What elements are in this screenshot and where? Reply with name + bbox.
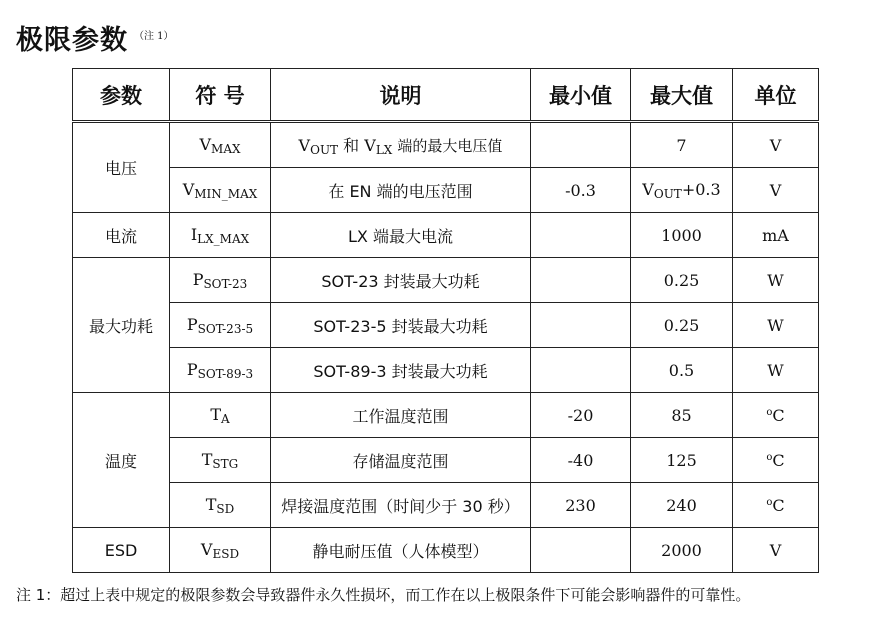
unit-cell: $^o$C bbox=[733, 483, 819, 528]
section-title bbox=[16, 18, 174, 57]
symbol-cell: $T_{STG}$ bbox=[170, 438, 271, 483]
table-header-row bbox=[73, 69, 819, 122]
header-min: 最小值 bbox=[531, 69, 631, 122]
header-param: 参数 bbox=[73, 69, 170, 122]
max-cell: 7 bbox=[631, 122, 733, 168]
unit-cell: W bbox=[733, 303, 819, 348]
param-cell: 电压 bbox=[73, 122, 170, 213]
min-cell bbox=[531, 528, 631, 573]
max-cell: 125 bbox=[631, 438, 733, 483]
description-cell: 焊接温度范围（时间少于 30 秒） bbox=[271, 483, 531, 528]
table-row bbox=[73, 122, 819, 168]
unit-cell: $^o$C bbox=[733, 393, 819, 438]
symbol-cell: $V_{ESD}$ bbox=[170, 528, 271, 573]
table-row bbox=[73, 528, 819, 573]
description-cell: SOT-23 封装最大功耗 bbox=[271, 258, 531, 303]
table-row bbox=[73, 168, 819, 213]
param-cell: 温度 bbox=[73, 393, 170, 528]
title-note: （注 1） bbox=[134, 31, 174, 42]
description-cell: SOT-23-5 封装最大功耗 bbox=[271, 303, 531, 348]
symbol-cell: $P_{SOT-23-5}$ bbox=[170, 303, 271, 348]
table-row bbox=[73, 483, 819, 528]
unit-cell: V bbox=[733, 122, 819, 168]
header-description: 说明 bbox=[271, 69, 531, 122]
description-cell: 存储温度范围 bbox=[271, 438, 531, 483]
description-cell: 在 EN 端的电压范围 bbox=[271, 168, 531, 213]
symbol-cell: $P_{SOT-23}$ bbox=[170, 258, 271, 303]
max-cell: 0.25 bbox=[631, 303, 733, 348]
param-cell: ESD bbox=[73, 528, 170, 573]
unit-cell: V bbox=[733, 528, 819, 573]
unit-cell: V bbox=[733, 168, 819, 213]
max-cell: $V_{OUT}+0.3$ bbox=[631, 168, 733, 213]
table-row bbox=[73, 393, 819, 438]
absolute-max-ratings-table bbox=[72, 68, 819, 573]
description-cell: $V_{OUT}$ 和 $V_{LX}$ 端的最大电压值 bbox=[271, 122, 531, 168]
min-cell bbox=[531, 122, 631, 168]
title-text: 极限参数 bbox=[16, 25, 128, 56]
min-cell bbox=[531, 348, 631, 393]
description-cell: LX 端最大电流 bbox=[271, 213, 531, 258]
unit-cell: W bbox=[733, 348, 819, 393]
header-max: 最大值 bbox=[631, 69, 733, 122]
param-cell: 电流 bbox=[73, 213, 170, 258]
footnote: 注 1：超过上表中规定的极限参数会导致器件永久性损坏，而工作在以上极限条件下可能会影响器件的可靠性。 bbox=[16, 586, 751, 604]
description-cell: 静电耐压值（人体模型） bbox=[271, 528, 531, 573]
min-cell bbox=[531, 213, 631, 258]
unit-cell: $^o$C bbox=[733, 438, 819, 483]
min-cell: -20 bbox=[531, 393, 631, 438]
table-row bbox=[73, 213, 819, 258]
symbol-cell: $T_{SD}$ bbox=[170, 483, 271, 528]
min-cell: -40 bbox=[531, 438, 631, 483]
unit-cell: W bbox=[733, 258, 819, 303]
symbol-cell: $P_{SOT-89-3}$ bbox=[170, 348, 271, 393]
table-row bbox=[73, 438, 819, 483]
max-cell: 0.25 bbox=[631, 258, 733, 303]
max-cell: 1000 bbox=[631, 213, 733, 258]
symbol-cell: $V_{MAX}$ bbox=[170, 122, 271, 168]
table-row bbox=[73, 258, 819, 303]
max-cell: 0.5 bbox=[631, 348, 733, 393]
header-unit: 单位 bbox=[733, 69, 819, 122]
symbol-cell: $T_A$ bbox=[170, 393, 271, 438]
table-row bbox=[73, 303, 819, 348]
description-cell: SOT-89-3 封装最大功耗 bbox=[271, 348, 531, 393]
table-row bbox=[73, 348, 819, 393]
header-symbol: 符 号 bbox=[170, 69, 271, 122]
min-cell: -0.3 bbox=[531, 168, 631, 213]
unit-cell: mA bbox=[733, 213, 819, 258]
param-cell: 最大功耗 bbox=[73, 258, 170, 393]
max-cell: 240 bbox=[631, 483, 733, 528]
min-cell bbox=[531, 258, 631, 303]
min-cell: 230 bbox=[531, 483, 631, 528]
symbol-cell: $V_{MIN\_MAX}$ bbox=[170, 168, 271, 213]
max-cell: 85 bbox=[631, 393, 733, 438]
description-cell: 工作温度范围 bbox=[271, 393, 531, 438]
min-cell bbox=[531, 303, 631, 348]
symbol-cell: $I_{LX\_MAX}$ bbox=[170, 213, 271, 258]
max-cell: 2000 bbox=[631, 528, 733, 573]
